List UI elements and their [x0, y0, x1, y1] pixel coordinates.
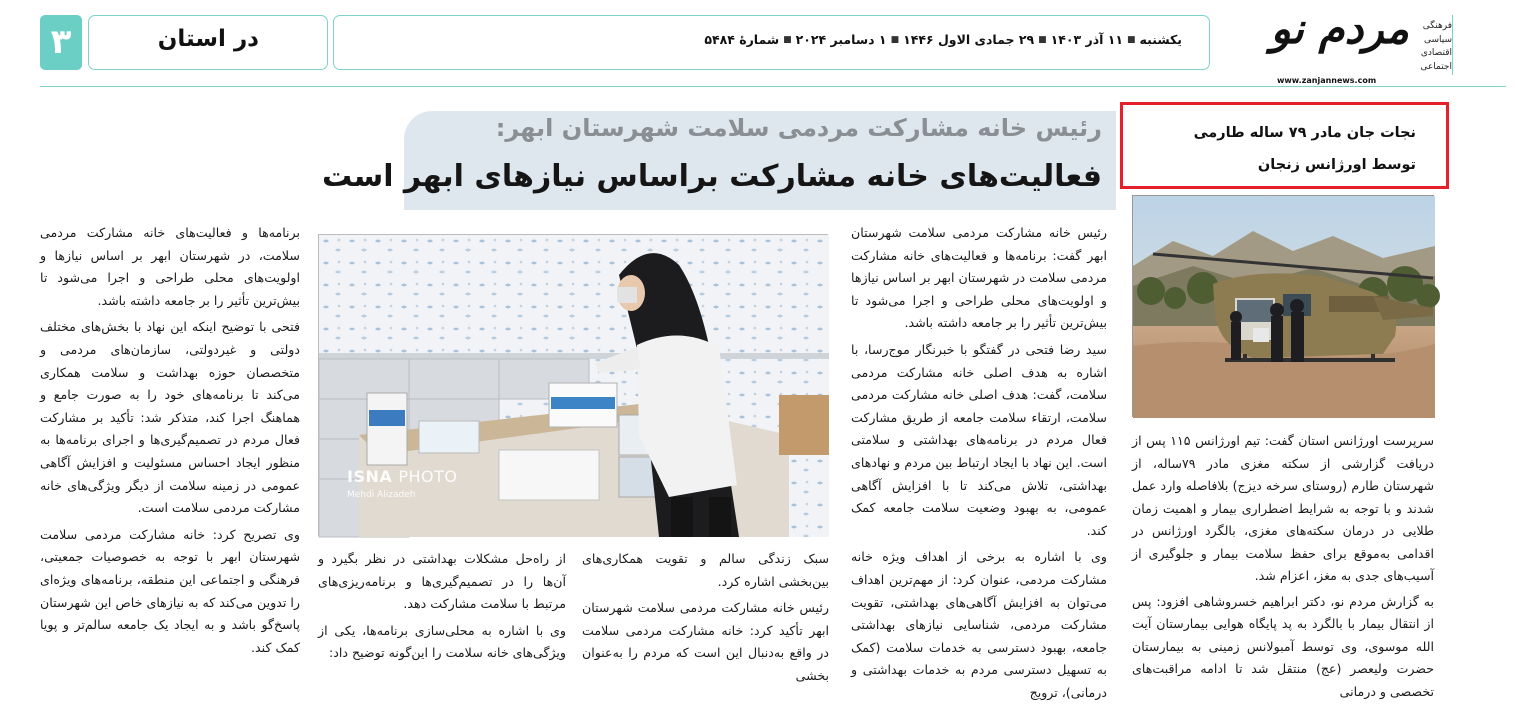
sidebar-headline-box [1120, 102, 1449, 189]
column1-paragraph-3: وی با اشاره به برخی از اهداف ویژه خانه مشارکت مردمی، عنوان کرد: از مهم‌ترین اهداف می‌توان به افزایش آگاهی‌های بهداشتی، تقویت مشارکت مردمی، شناسایی نیازهای بهداشتی جامعه، بهبود دسترسی به خدمات سلامت (کمک به تسهیل دسترسی مردم به خدمات بهداشتی و درمانی)، ترویج [851, 549, 1107, 700]
website-url: www.zanjannews.com [1277, 76, 1377, 85]
logo-wordmark: مردم نو [1270, 4, 1409, 53]
photo-watermark [347, 467, 457, 486]
date-weekday: یکشنبه [1139, 32, 1182, 47]
tag-political: سیاسی [1423, 34, 1452, 45]
newspaper-logo [1215, 0, 1452, 86]
sidebar-headline [1146, 117, 1416, 181]
column2-paragraph-1: سبک زندگی سالم و تقویت همکاری‌های بین‌بخشی اشاره کرد. [582, 551, 829, 589]
headline-band [321, 111, 1116, 210]
header-rule [40, 86, 1506, 87]
logo-tagline [1418, 20, 1452, 74]
column1-paragraph-2: سید رضا فتحی در گفتگو با خبرنگار موج‌رسا، با اشاره به هدف اصلی خانه مشارکت مردمی سلامت، گفت: هدف اصلی خانه مشارکت مردمی سلامت، ارتقاء سلامت جامعه از طریق مشارکت فعال مردم در برنامه‌های بهداشتی و سلامتی است. این نهاد با ایجاد ارتباط بین مردم و نهادهای بهداشتی، تلاش می‌کند تا با افزایش آگاهی عمومی، به بهبود وضعیت سلامت جامعه کمک کند. [851, 341, 1107, 538]
article-column-4 [40, 222, 300, 659]
date-solar: ۱۱ آذر ۱۴۰۳ [1050, 32, 1124, 47]
article-title: فعالیت‌های خانه مشارکت براساس نیازهای ابهر است [321, 159, 1102, 194]
photo-credit: Mehdi Alizadeh [347, 490, 416, 500]
article-column-2 [582, 548, 829, 688]
section-box [88, 15, 328, 70]
sidebar-headline-line2: توسط اورژانس زنجان [1257, 157, 1416, 173]
article-surtitle: رئیس خانه مشارکت مردمی سلامت شهرستان ابهر: [495, 114, 1102, 142]
column4-paragraph-3: وی تصریح کرد: خانه مشارکت مردمی سلامت شهرستان ابهر با توجه به خصوصیات جمعیتی، فرهنگی و اجتماعی این منطقه، برنامه‌های ویژه‌ای را تدوین می‌کند که به نیازهای خاص این شهرستان پاسخ‌گو باشد و به ایجاد یک جامعه سالم‌تر و پویا کمک کند. [40, 526, 300, 655]
column3-paragraph-1: از راه‌حل مشکلات بهداشتی در نظر بگیرد و آن‌ها را در تصمیم‌گیری‌ها و برنامه‌ریزی‌های مرتبط با سلامت مشارکت دهد. [318, 551, 566, 612]
column4-paragraph-1: برنامه‌ها و فعالیت‌های خانه مشارکت مردمی سلامت، در شهرستان ابهر بر اساس نیازها و اولویت‌های محلی طراحی و اجرا می‌شود تا بیش‌ترین تأثیر را بر جامعه داشته باشد. [40, 225, 300, 308]
helicopter-photo-illustration [1133, 196, 1435, 418]
sidebar-headline-line1: نجات جان مادر ۷۹ ساله طارمی [1193, 125, 1416, 141]
sidebar-paragraph-1: سرپرست اورژانس استان گفت: تیم اورژانس ۱۱۵ پس از دریافت گزارشی از سکته مغزی مادر ۷۹ساله، از شهرستان طارم (روستای سرخه دیزج) بلافاصله وارد عمل شدند و با توجه به شرایط اضطراری بیمار و اهمیت زمان طلایی در درمان سکته‌های مغزی، بالگرد اورژانس در اقدامی به‌موقع برای حفظ سلامت بیمار و جلوگیری از آسیب‌های جدی به مغز، اعزام شد. [1132, 433, 1434, 583]
watermark-brand: ISNA [347, 467, 393, 486]
separator-square-icon: ■ [1038, 35, 1047, 45]
article-photo [318, 234, 828, 536]
issue-date-line [704, 32, 1182, 47]
tag-cultural: فرهنگی [1422, 21, 1452, 31]
tag-social: اجتماعی [1420, 61, 1452, 72]
section-title: در استان [157, 26, 259, 52]
separator-square-icon: ■ [783, 35, 792, 45]
issue-number: شمارهٔ ۵۴۸۴ [704, 32, 780, 47]
article-column-3 [318, 548, 566, 665]
tag-economic: اقتصادی [1420, 48, 1452, 58]
sidebar-article-text [1132, 430, 1434, 703]
article-column-1 [851, 222, 1107, 704]
date-gregorian: ۱ دسامبر ۲۰۲۴ [795, 32, 887, 47]
separator-square-icon: ■ [890, 35, 900, 45]
column3-paragraph-2: وی با اشاره به محلی‌سازی برنامه‌ها، یکی از ویژگی‌های خانه سلامت را این‌گونه توضیح داد: [318, 622, 566, 661]
watermark-word: PHOTO [398, 467, 458, 486]
column4-paragraph-2: فتحی با توضیح اینکه این نهاد با بخش‌های مختلف دولتی و غیردولتی، سازمان‌های مردمی و متخصصان حوزه بهداشت و سلامت همکاری می‌کند تا برنامه‌های خود را به صورت جامع و هماهنگ اجرا کند، متذکر شد: تأکید بر مشارکت فعال مردم در تصمیم‌گیری‌ها و اجرای برنامه‌ها به منظور ایجاد احساس مسئولیت و افزایش آگاهی عمومی در زمینه سلامت از دیگر ویژگی‌های خانه مشارکت مردمی سلامت است. [40, 319, 300, 516]
helicopter-photo [1132, 195, 1434, 417]
column1-paragraph-1: رئیس خانه مشارکت مردمی سلامت شهرستان ابهر گفت: برنامه‌ها و فعالیت‌های خانه مشارکت مردمی سلامت در شهرستان ابهر بر اساس نیازها و اولویت‌های محلی طراحی و اجرا می‌شود تا بیش‌ترین تأثیر را بر جامعه داشته باشد. [851, 225, 1107, 331]
sidebar-paragraph-2: به گزارش مردم نو، دکتر ابراهیم خسروشاهی افزود: پس از انتقال بیمار با بالگرد به پد پایگاه هوایی بیمارستان آیت الله موسوی، وی توسط آمبولانس زمینی به بیمارستان حضرت ولیعصر (عج) منتقل شد تا ادامه مراقبت‌های تخصصی و درمانی [1132, 593, 1434, 699]
header-divider [1452, 15, 1453, 75]
date-box [333, 15, 1210, 70]
date-lunar: ۲۹ جمادی الاول ۱۴۴۶ [903, 32, 1035, 47]
page-number: ۳ [40, 15, 82, 70]
separator-square-icon: ■ [1127, 35, 1136, 45]
column2-paragraph-2: رئیس خانه مشارکت مردمی سلامت شهرستان ابهر تأکید کرد: خانه مشارکت مردمی سلامت در واقع به‌دنبال این است که مردم را به‌عنوان بخشی [582, 600, 829, 683]
